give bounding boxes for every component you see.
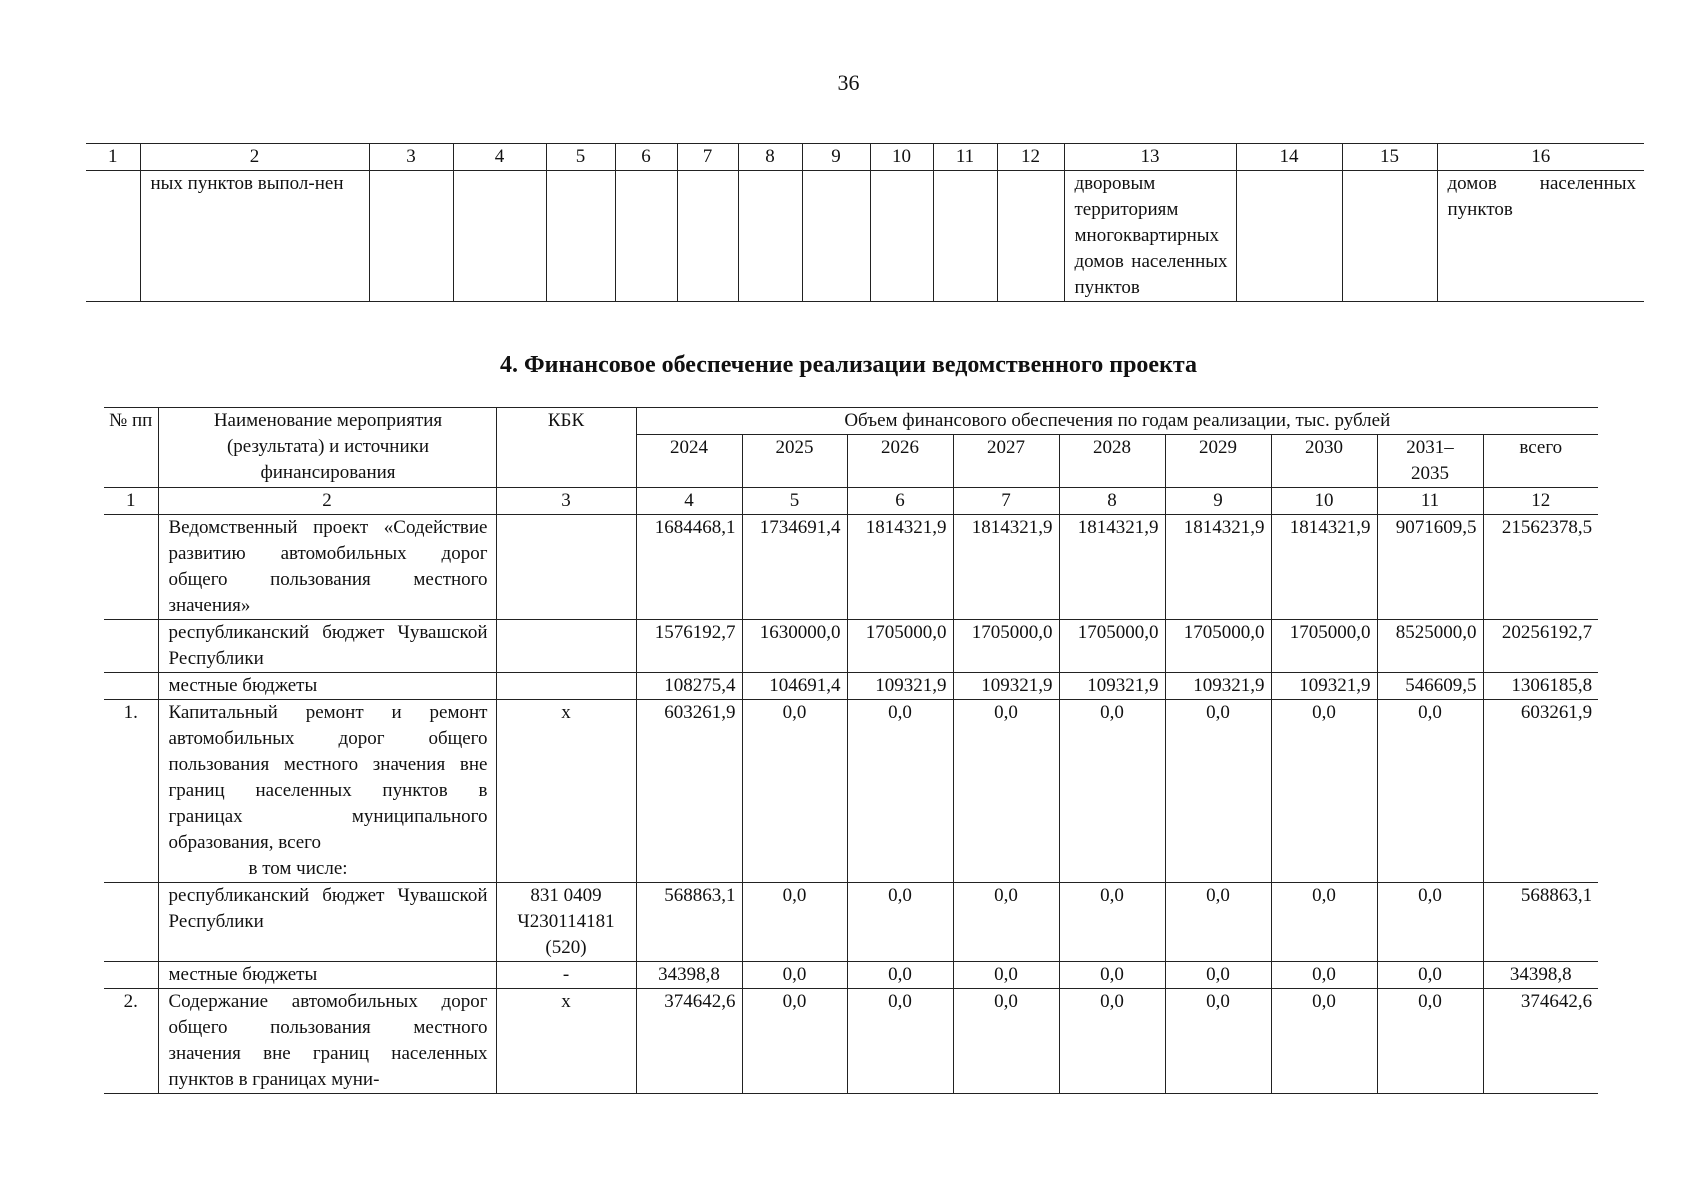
- value-cell: 109321,9: [1165, 673, 1271, 700]
- col-header: 7: [677, 144, 738, 171]
- value-cell: 1576192,7: [636, 620, 742, 673]
- row-name: местные бюджеты: [158, 673, 496, 700]
- column-number: 6: [847, 488, 953, 515]
- value-cell: 546609,5: [1377, 673, 1483, 700]
- value-cell: 0,0: [847, 883, 953, 962]
- finance-table: [104, 407, 1598, 1094]
- value-cell: 21562378,5: [1483, 515, 1598, 620]
- value-cell: 603261,9: [1483, 700, 1598, 883]
- col-header: 10: [870, 144, 933, 171]
- row-num: [104, 962, 158, 989]
- row-name: местные бюджеты: [158, 962, 496, 989]
- col-header: 6: [615, 144, 677, 171]
- table-row: [104, 620, 1598, 673]
- value-cell: 1814321,9: [847, 515, 953, 620]
- value-cell: 109321,9: [953, 673, 1059, 700]
- header-year: 2030: [1271, 435, 1377, 488]
- column-number: 2: [158, 488, 496, 515]
- value-cell: 9071609,5: [1377, 515, 1483, 620]
- row-name-cell: [158, 700, 496, 883]
- value-cell: 0,0: [1059, 989, 1165, 1094]
- value-cell: 0,0: [742, 989, 847, 1094]
- value-cell: 0,0: [742, 962, 847, 989]
- column-number: 1: [104, 488, 158, 515]
- col-header: 14: [1236, 144, 1342, 171]
- value-cell: 1684468,1: [636, 515, 742, 620]
- header-year: 2026: [847, 435, 953, 488]
- value-cell: 0,0: [1165, 700, 1271, 883]
- section-title: 4. Финансовое обеспечение реализации ведомственного проекта: [500, 352, 1197, 378]
- header-year: 2031–2035: [1377, 435, 1483, 488]
- value-cell: 0,0: [1271, 989, 1377, 1094]
- value-cell: 34398,8: [1483, 962, 1598, 989]
- value-cell: 0,0: [1377, 989, 1483, 1094]
- continuation-header-row: [86, 144, 1644, 171]
- value-cell: 0,0: [1059, 700, 1165, 883]
- cell-13-continued: дворовым территориям многоквартирных домов населенных пунктов: [1064, 171, 1236, 302]
- col-header: 16: [1437, 144, 1644, 171]
- row-kbk: [496, 620, 636, 673]
- value-cell: 0,0: [742, 700, 847, 883]
- header-year: 2027: [953, 435, 1059, 488]
- row-sub-label: в том числе:: [248, 858, 348, 879]
- row-name: Капитальный ремонт и ремонт автомобильных дорог общего пользования местного значения вне границ населенных пунктов в границах муниципального образования, всего: [168, 702, 488, 853]
- column-number: 11: [1377, 488, 1483, 515]
- value-cell: 0,0: [1377, 700, 1483, 883]
- value-cell: 0,0: [1271, 962, 1377, 989]
- row-kbk: [496, 673, 636, 700]
- header-kbk: КБК: [496, 408, 636, 488]
- value-cell: 0,0: [953, 700, 1059, 883]
- value-cell: 1734691,4: [742, 515, 847, 620]
- column-number: 12: [1483, 488, 1598, 515]
- header-num: № пп: [104, 408, 158, 488]
- value-cell: 0,0: [847, 700, 953, 883]
- continuation-table: [86, 143, 1644, 302]
- row-kbk: х: [496, 700, 636, 883]
- value-cell: 0,0: [1165, 962, 1271, 989]
- value-cell: 1705000,0: [1271, 620, 1377, 673]
- row-name: республиканский бюджет Чувашской Республики: [158, 620, 496, 673]
- column-number: 8: [1059, 488, 1165, 515]
- column-number: 10: [1271, 488, 1377, 515]
- value-cell: 0,0: [742, 883, 847, 962]
- value-cell: 0,0: [1059, 962, 1165, 989]
- value-cell: 20256192,7: [1483, 620, 1598, 673]
- value-cell: 1705000,0: [1059, 620, 1165, 673]
- header-year: 2029: [1165, 435, 1271, 488]
- value-cell: 109321,9: [1059, 673, 1165, 700]
- column-number: 7: [953, 488, 1059, 515]
- value-cell: 0,0: [847, 989, 953, 1094]
- row-name: Ведомственный проект «Содействие развитию автомобильных дорог общего пользования местного значения»: [158, 515, 496, 620]
- col-header: 1: [86, 144, 140, 171]
- col-header: 9: [802, 144, 870, 171]
- value-cell: 1814321,9: [953, 515, 1059, 620]
- value-cell: 0,0: [1059, 883, 1165, 962]
- row-num: 2.: [104, 989, 158, 1094]
- table-row: [104, 700, 1598, 883]
- col-header: 2: [140, 144, 369, 171]
- row-name: республиканский бюджет Чувашской Республики: [158, 883, 496, 962]
- value-cell: 34398,8: [636, 962, 742, 989]
- column-number: 9: [1165, 488, 1271, 515]
- table-row: [104, 673, 1598, 700]
- column-number: 5: [742, 488, 847, 515]
- value-cell: 109321,9: [1271, 673, 1377, 700]
- value-cell: 1630000,0: [742, 620, 847, 673]
- value-cell: 108275,4: [636, 673, 742, 700]
- value-cell: 0,0: [1165, 989, 1271, 1094]
- value-cell: 0,0: [953, 989, 1059, 1094]
- col-header: 8: [738, 144, 802, 171]
- value-cell: 0,0: [953, 883, 1059, 962]
- col-header: 3: [369, 144, 453, 171]
- row-num: [104, 673, 158, 700]
- value-cell: 8525000,0: [1377, 620, 1483, 673]
- value-cell: 374642,6: [636, 989, 742, 1094]
- value-cell: 1306185,8: [1483, 673, 1598, 700]
- row-num: 1.: [104, 700, 158, 883]
- page-number: 36: [837, 70, 860, 95]
- column-number: 3: [496, 488, 636, 515]
- value-cell: 0,0: [1271, 700, 1377, 883]
- col-header: 13: [1064, 144, 1236, 171]
- continuation-row: [86, 171, 1644, 302]
- value-cell: 1705000,0: [1165, 620, 1271, 673]
- value-cell: 0,0: [1377, 883, 1483, 962]
- header-year: 2028: [1059, 435, 1165, 488]
- col-header: 4: [453, 144, 546, 171]
- table-row: [104, 515, 1598, 620]
- header-year: 2025: [742, 435, 847, 488]
- row-kbk: 831 0409 Ч230114181 (520): [496, 883, 636, 962]
- value-cell: 0,0: [1271, 883, 1377, 962]
- row-name: Содержание автомобильных дорог общего пользования местного значения вне границ населенных пунктов в границах муни-: [158, 989, 496, 1094]
- row-kbk: -: [496, 962, 636, 989]
- value-cell: 0,0: [847, 962, 953, 989]
- header-volume: Объем финансового обеспечения по годам реализации, тыс. рублей: [636, 408, 1598, 435]
- value-cell: 1814321,9: [1271, 515, 1377, 620]
- value-cell: 1705000,0: [953, 620, 1059, 673]
- row-num: [104, 620, 158, 673]
- cell-name-continued: ных пунктов выпол-нен: [140, 171, 369, 302]
- finance-header-row: [104, 408, 1598, 435]
- value-cell: 1705000,0: [847, 620, 953, 673]
- col-header: 15: [1342, 144, 1437, 171]
- value-cell: 0,0: [953, 962, 1059, 989]
- header-year: 2024: [636, 435, 742, 488]
- value-cell: 0,0: [1165, 883, 1271, 962]
- row-num: [104, 883, 158, 962]
- column-number: 4: [636, 488, 742, 515]
- value-cell: 104691,4: [742, 673, 847, 700]
- value-cell: 109321,9: [847, 673, 953, 700]
- value-cell: 1814321,9: [1165, 515, 1271, 620]
- row-kbk: х: [496, 989, 636, 1094]
- value-cell: 603261,9: [636, 700, 742, 883]
- header-total: всего: [1483, 435, 1598, 488]
- col-header: 12: [997, 144, 1064, 171]
- cell-16-continued: домов населенных пунктов: [1437, 171, 1644, 302]
- table-row: [104, 883, 1598, 962]
- header-name: Наименование мероприятия (результата) и источники финансирования: [158, 408, 496, 488]
- value-cell: 568863,1: [636, 883, 742, 962]
- value-cell: 568863,1: [1483, 883, 1598, 962]
- value-cell: 1814321,9: [1059, 515, 1165, 620]
- value-cell: 374642,6: [1483, 989, 1598, 1094]
- col-header: 11: [933, 144, 997, 171]
- table-row: [104, 962, 1598, 989]
- col-header: 5: [546, 144, 615, 171]
- value-cell: 0,0: [1377, 962, 1483, 989]
- row-num: [104, 515, 158, 620]
- row-kbk: [496, 515, 636, 620]
- column-numbers-row: [104, 488, 1598, 515]
- table-row: [104, 989, 1598, 1094]
